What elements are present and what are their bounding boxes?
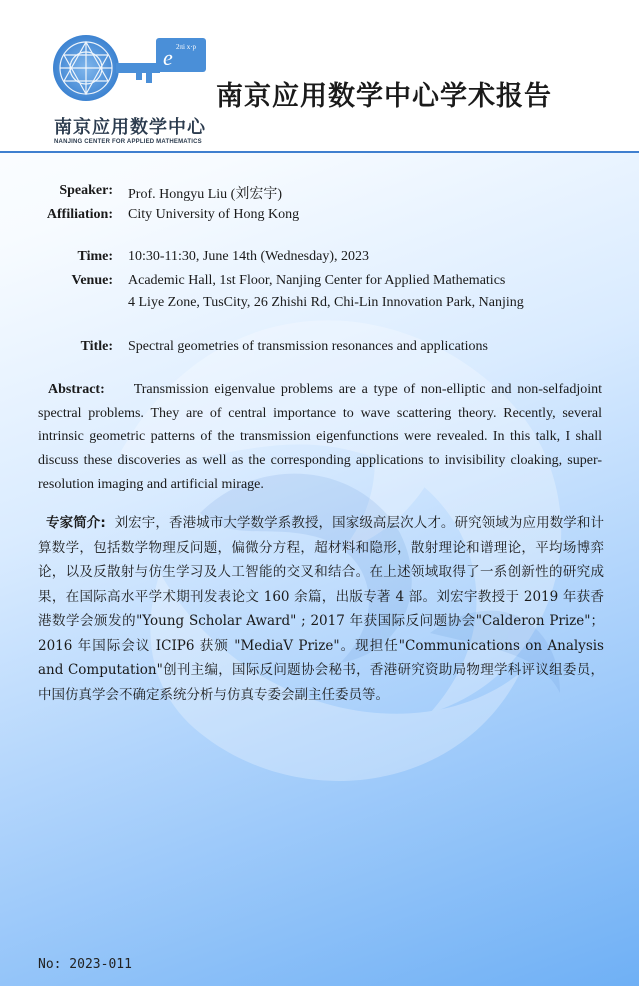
venue-line-1: Academic Hall, 1st Floor, Nanjing Center for Applied Mathematics bbox=[128, 273, 506, 288]
affiliation-value: City University of Hong Kong bbox=[128, 207, 300, 222]
bio-text: 刘宏宇，香港城市大学数学系教授，国家级高层次人才。研究领域为应用数学和计算数学，包括数学物理反问题，偏微分方程，超材料和隐形，散射理论和谱理论，平均场博弈论，以及反散射与仿生学习及人工智能的交叉和结合。在上述领域取得了一系创新性的研究成果，在国际高水平学术期刊发表论文 160 余篇，出版专著 4 部。刘宏宇教授于 2019 年获香港数学会颁发的"Young Scholar Award" ; 2017 年获国际反问题协会"Calderon Prize"；2016 年国际会议 ICIP6 获颁 "MediaV Prize"。现担任"Communications on Analysis and Computation"创刊主编，国际反问题协会秘书，香港研究资助局物理学科评议组委员，中国仿真学会不确定系统分析与仿真专委会副主任委员等。 bbox=[38, 515, 604, 703]
affiliation-label: Affiliation: bbox=[46, 207, 113, 222]
nanjing-center-logo bbox=[50, 30, 210, 110]
report-number: No: 2023-011 bbox=[38, 957, 132, 972]
logo-badge-superscript: 2πi x·p bbox=[176, 43, 197, 51]
speaker-label: Speaker: bbox=[59, 183, 113, 198]
abstract bbox=[38, 378, 602, 497]
speaker-value: Prof. Hongyu Liu (刘宏宇) bbox=[128, 187, 282, 202]
abstract-label: Abstract: bbox=[48, 382, 105, 397]
logo-chinese-name: 南京应用数学中心 bbox=[54, 117, 206, 138]
time-label: Time: bbox=[77, 249, 113, 264]
time-value: 10:30-11:30, June 14th (Wednesday), 2023 bbox=[128, 249, 369, 264]
venue-line-2: 4 Liye Zone, TusCity, 26 Zhishi Rd, Chi-Lin Innovation Park, Nanjing bbox=[128, 295, 524, 310]
abstract-text: Transmission eigenvalue problems are a type of non-elliptic and non-selfadjoint spectral problems. They are of central importance to wave scattering theory. Recently, several intrinsic geometric patterns of the transmission eigenfunctions were revealed. In this talk, I shall discuss these discoveries as well as the corresponding applications to invisibility cloaking, super-resolution imaging and artificial mirage. bbox=[38, 382, 602, 492]
page-title: 南京应用数学中心学术报告 bbox=[216, 81, 552, 112]
header bbox=[0, 0, 639, 152]
logo-badge-letter: e bbox=[163, 45, 173, 70]
talk-title-label: Title: bbox=[80, 339, 113, 354]
bio-label: 专家简介: bbox=[46, 515, 106, 531]
speaker-bio bbox=[38, 511, 604, 707]
talk-title-value: Spectral geometries of transmission resonances and applications bbox=[128, 339, 489, 354]
venue-label: Venue: bbox=[71, 273, 113, 288]
logo-english-name: NANJING CENTER FOR APPLIED MATHEMATICS bbox=[54, 139, 202, 145]
